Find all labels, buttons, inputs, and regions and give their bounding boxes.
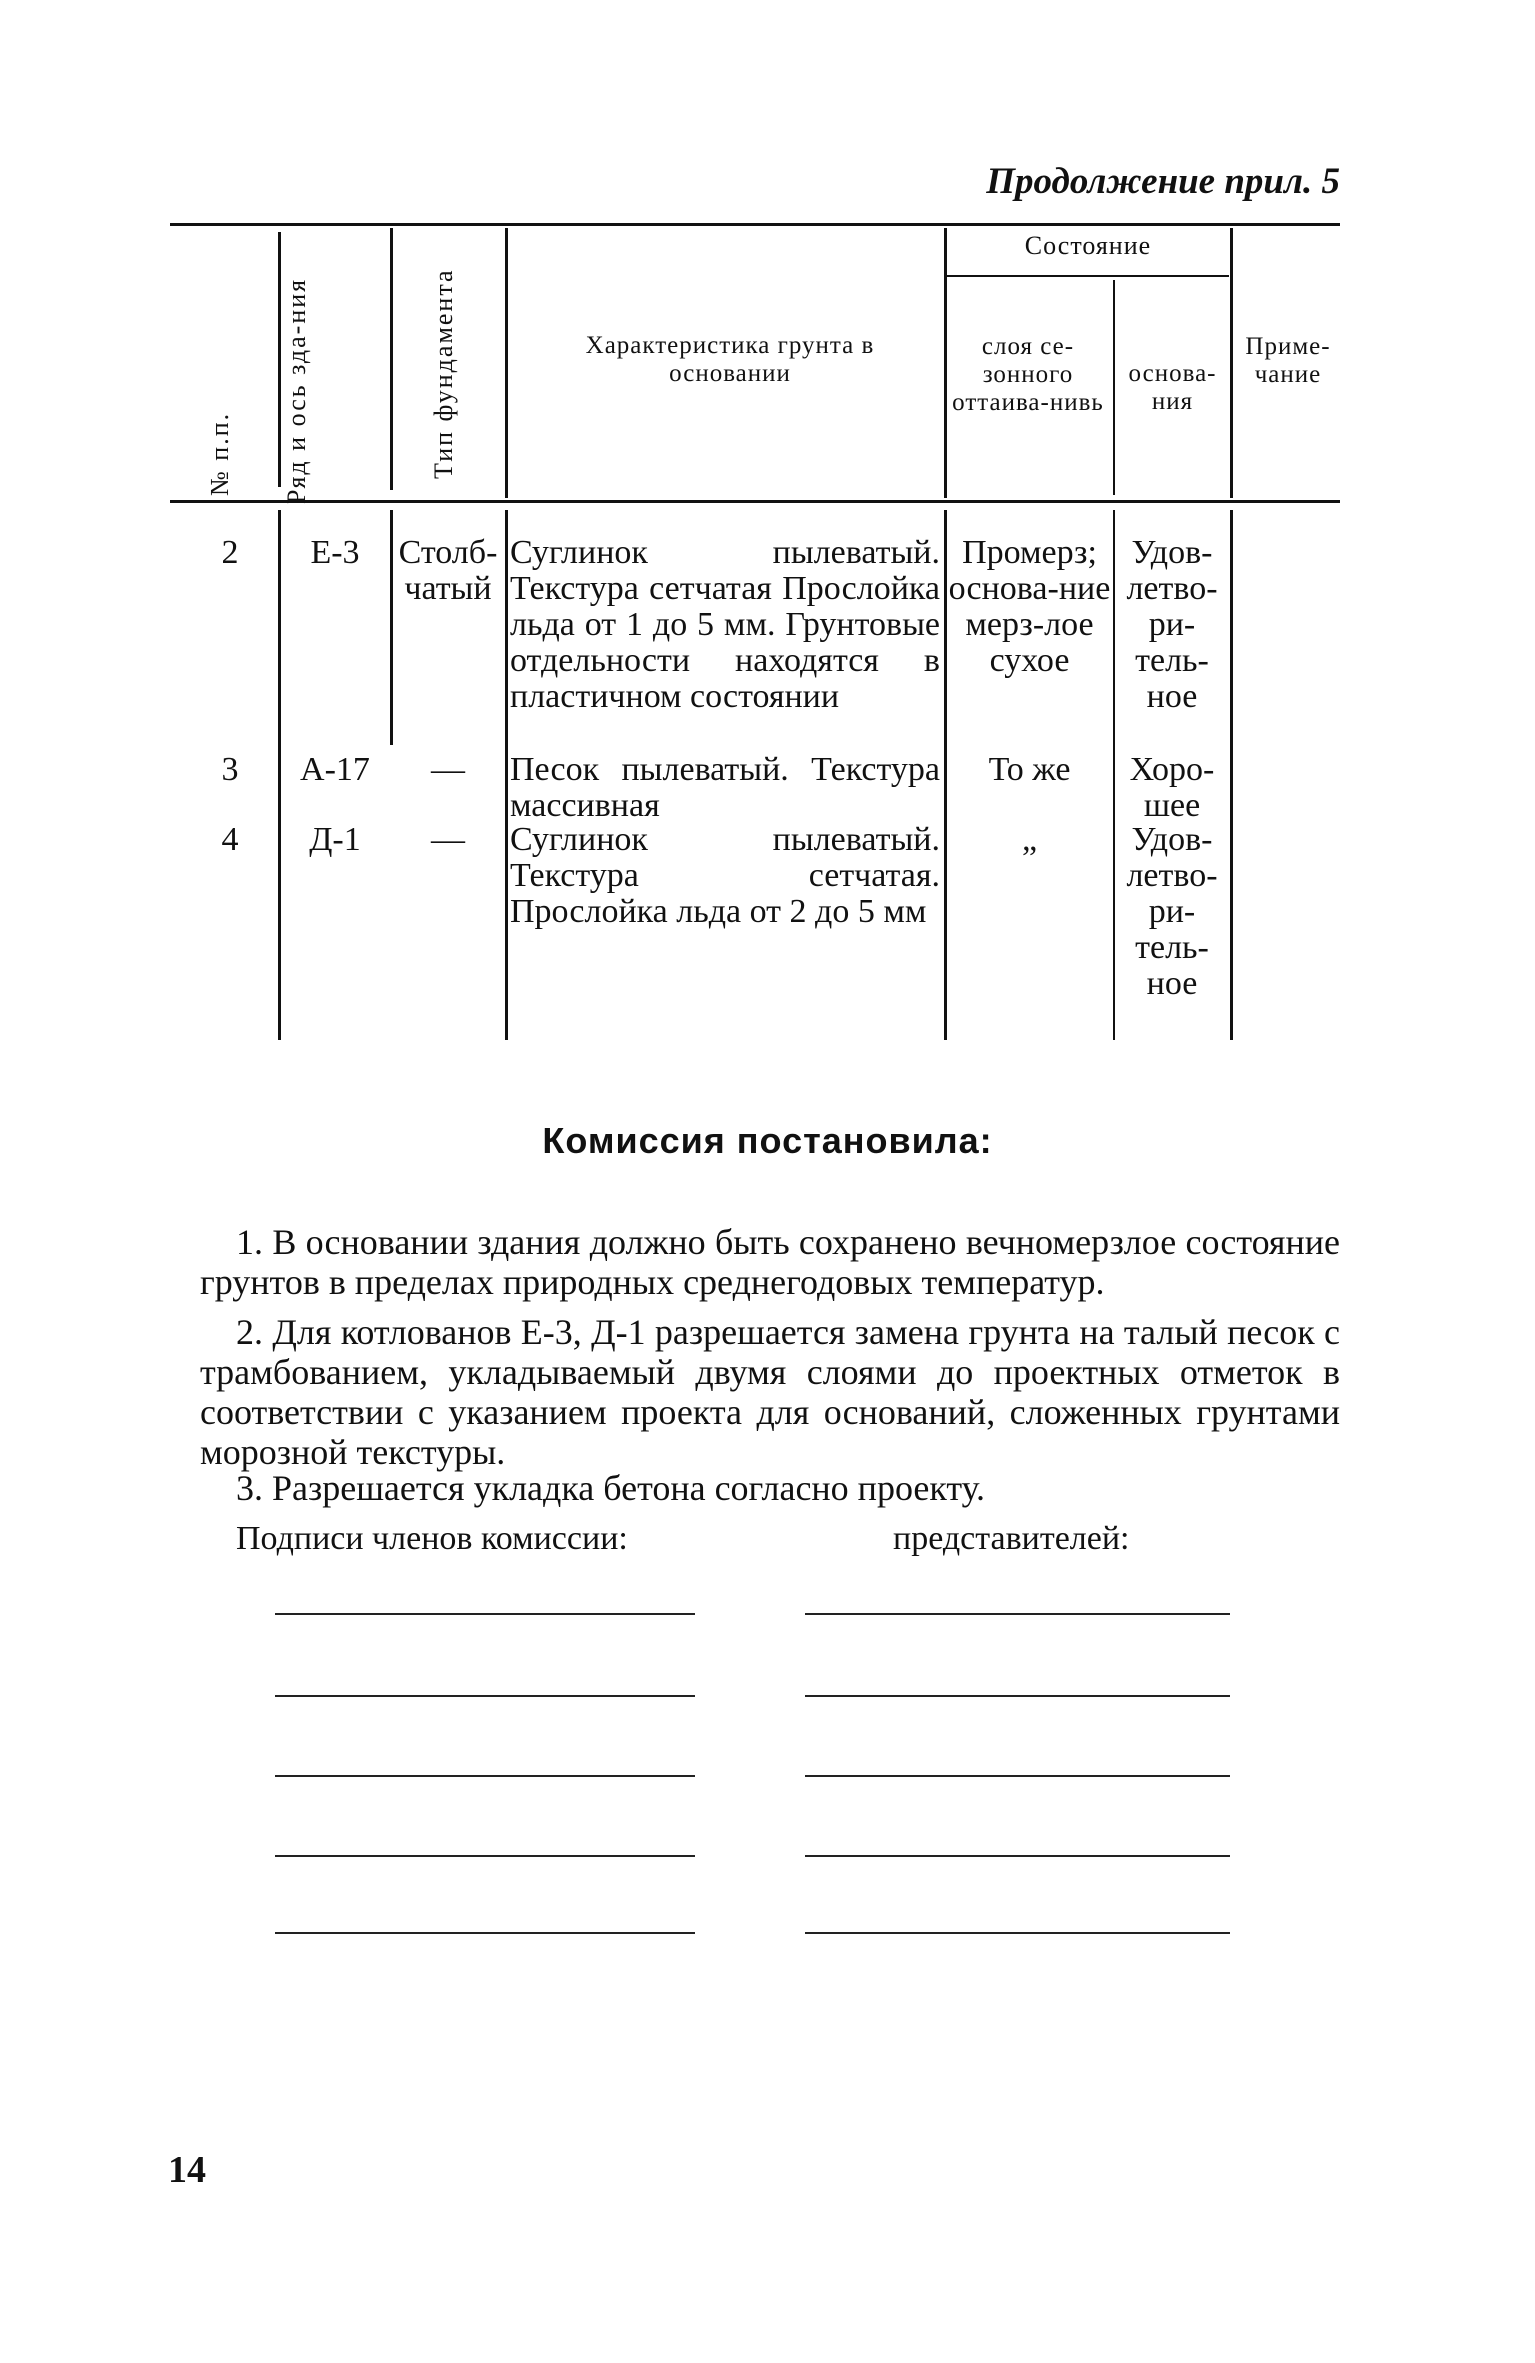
header-state-base: основа-ния bbox=[1128, 360, 1217, 415]
signature-line-representative[interactable] bbox=[805, 1932, 1230, 1934]
table-row-base: Хоро-шее bbox=[1129, 751, 1215, 824]
signatures-members-label: Подписи членов комиссии: bbox=[236, 1520, 628, 1557]
decision-item: 3. Разрешается укладка бетона согласно проекту. bbox=[236, 1468, 986, 1508]
table-row-axis: Е-3 bbox=[310, 534, 360, 571]
table-row-layer: Промерз; основа-ние мерз-лое сухое bbox=[948, 534, 1111, 679]
signature-line-representative[interactable] bbox=[805, 1695, 1230, 1697]
body-col-divider bbox=[278, 510, 281, 1040]
table-row-layer: „ bbox=[1021, 821, 1038, 858]
table-row-soil: Суглинок пылеватый. Текстура сетчатая Прослойка льда от 1 до 5 мм. Грунтовые отдельности находятся в пластичном состоянии bbox=[510, 534, 940, 715]
decision-item: 1. В основании здания должно быть сохранено вечномерзлое состояние грунтов в пределах природных среднегодовых температур. bbox=[200, 1222, 1340, 1302]
signature-line-member[interactable] bbox=[275, 1695, 695, 1697]
table-row-layer: То же bbox=[988, 751, 1071, 788]
header-num: № п.п. bbox=[205, 411, 234, 496]
header-state: Состояние bbox=[1024, 231, 1152, 260]
header-col-divider bbox=[390, 228, 393, 490]
table-row-axis: А-17 bbox=[300, 751, 370, 788]
header-soil: Характеристика грунта в основании bbox=[585, 332, 875, 387]
table-row-base: Удов-летво-ри-тель-ное bbox=[1126, 821, 1218, 1002]
table-row-soil: Суглинок пылеватый. Текстура сетчатая. Прослойка льда от 2 до 5 мм bbox=[510, 821, 940, 930]
state-sub-rule bbox=[944, 275, 1229, 277]
page-number: 14 bbox=[168, 2149, 206, 2191]
signatures-representatives-label: представителей: bbox=[893, 1520, 1130, 1557]
continuation-title: Продолжение прил. 5 bbox=[986, 161, 1340, 202]
signature-line-representative[interactable] bbox=[805, 1613, 1230, 1615]
table-row-type: Столб-чатый bbox=[398, 534, 498, 607]
decision-item: 2. Для котлованов Е-3, Д-1 разрешается замена грунта на талый песок с трамбованием, укладываемый двумя слоями до проектных отметок в соответствии с указанием проекта для оснований, сложенных грунтами морозной текстуры. bbox=[200, 1312, 1340, 1472]
header-col-divider bbox=[944, 228, 947, 498]
header-note: Приме-чание bbox=[1245, 333, 1331, 388]
header-foundation-type: Тип фундамента bbox=[429, 268, 458, 479]
table-row-soil: Песок пылеватый. Текстура массивная bbox=[510, 751, 940, 824]
body-col-divider bbox=[505, 510, 508, 1040]
signature-line-member[interactable] bbox=[275, 1932, 695, 1934]
table-row-type: — bbox=[431, 751, 465, 788]
body-col-divider bbox=[1230, 510, 1233, 1040]
signature-line-representative[interactable] bbox=[805, 1855, 1230, 1857]
signature-line-member[interactable] bbox=[275, 1855, 695, 1857]
table-top-rule bbox=[170, 223, 1340, 226]
header-col-divider bbox=[505, 228, 508, 498]
signature-line-representative[interactable] bbox=[805, 1775, 1230, 1777]
header-row-axis-text: Ряд и ось зда-ния bbox=[282, 277, 311, 504]
table-row-axis: Д-1 bbox=[309, 821, 361, 858]
decision-heading: Комиссия постановила: bbox=[542, 1120, 993, 1161]
table-row-base: Удов-летво-ри-тель-ное bbox=[1126, 534, 1218, 715]
table-row-type: — bbox=[431, 821, 465, 858]
signature-line-member[interactable] bbox=[275, 1775, 695, 1777]
table-row-num: 3 bbox=[221, 751, 239, 788]
header-row-axis bbox=[280, 264, 350, 504]
signature-line-member[interactable] bbox=[275, 1613, 695, 1615]
body-col-divider bbox=[944, 510, 947, 1040]
table-row-num: 2 bbox=[221, 534, 239, 571]
body-col-divider bbox=[1113, 510, 1115, 1040]
table-row-num: 4 bbox=[221, 821, 239, 858]
header-state-layer: слоя се-зонного оттаива-нивь bbox=[952, 333, 1104, 416]
